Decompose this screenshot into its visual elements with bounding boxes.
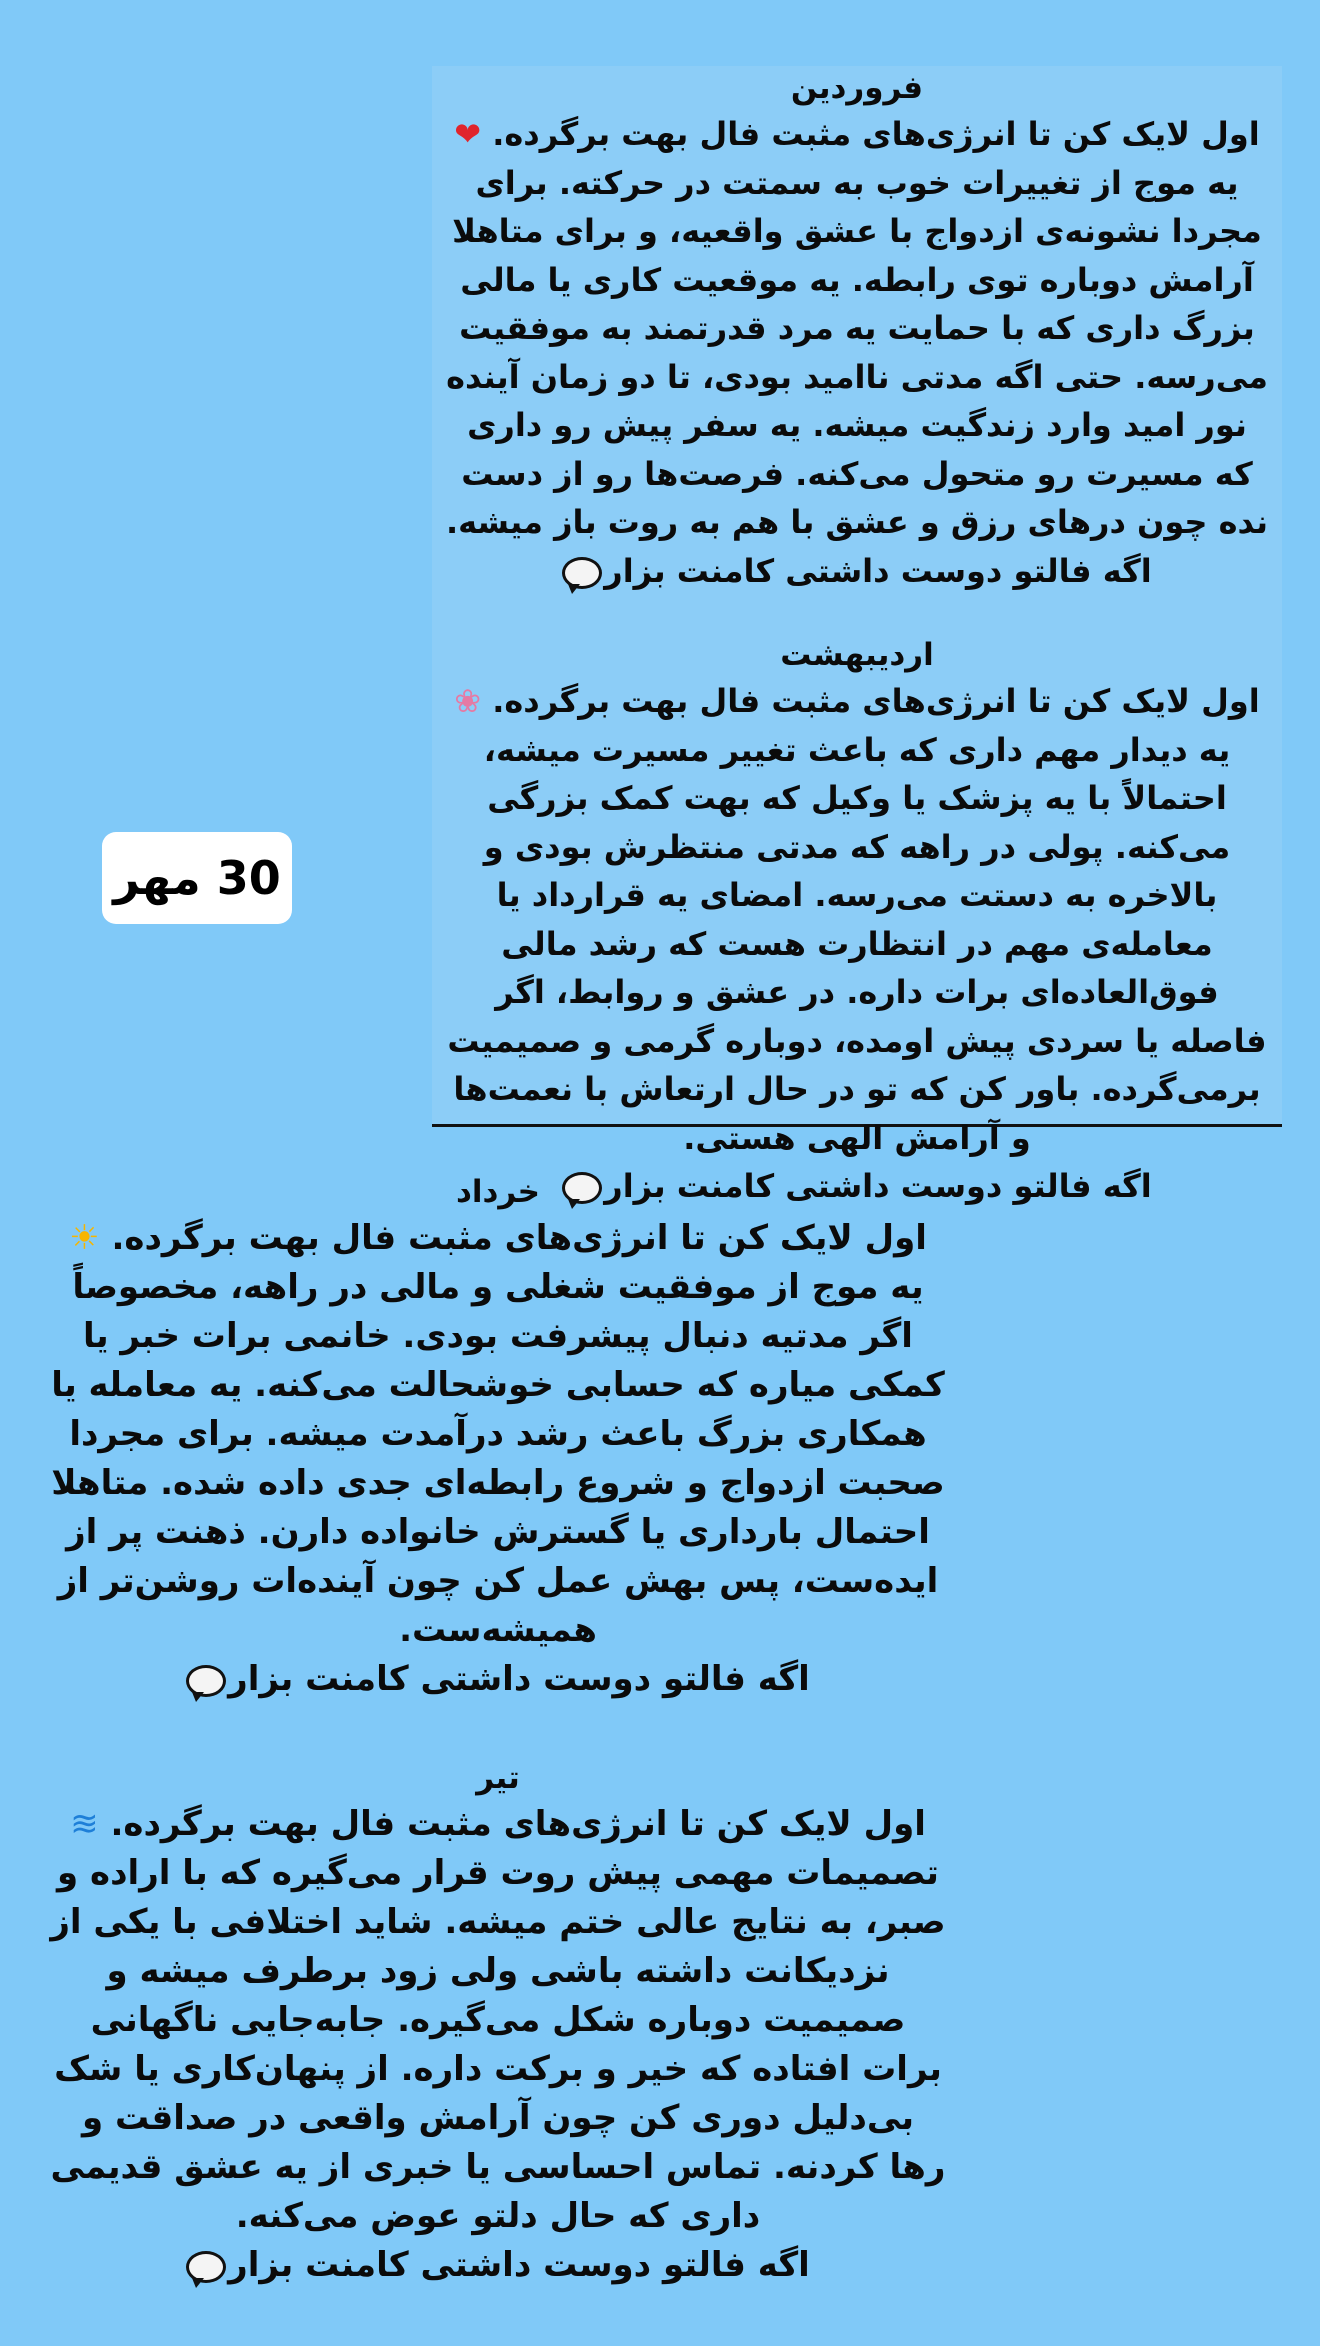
fortune-text: یه موج از موفقیت شغلی و مالی در راهه، مخصوصاً اگر مدتیه دنبال پیشرفت بودی. خانمی برات خبر یا کمکی میاره که حسابی خوشحالت می‌کنه. یه معامله یا همکاری بزرگ باعث رشد درآمدت میشه. برای مجردا صحبت ازدواج و شروع رابطه‌ای جدی داده شده. متاهلا احتمال بارداری یا گسترش خانواده دارن. ذهنت پر از ایده‌ست، پس بهش عمل کن چون آینده‌ات روشن‌تر از همیشه‌ست.	[51, 1267, 945, 1650]
intro-text: اول لایک کن تا انرژی‌های مثبت فال بهت برگرده.	[492, 682, 1260, 720]
month-section-khordad	[38, 1170, 958, 1704]
wave-icon: ≋	[70, 1804, 99, 1844]
month-text	[50, 1214, 946, 1655]
intro-text: اول لایک کن تا انرژی‌های مثبت فال بهت برگرده.	[111, 1218, 927, 1258]
month-title: تیر	[476, 1760, 520, 1796]
sun-icon: ☀	[69, 1218, 100, 1258]
comment-cta: اگه فالتو دوست داشتی کامنت بزار	[444, 1162, 1270, 1211]
month-text	[444, 677, 1270, 1162]
month-section-tir	[38, 1756, 958, 2290]
comment-cta: اگه فالتو دوست داشتی کامنت بزار	[50, 1655, 946, 1704]
heart-icon: ❤	[454, 115, 482, 153]
month-title: خرداد	[455, 1174, 541, 1210]
fortune-panel-bottom	[38, 1170, 958, 2285]
fortune-text: تصمیمات مهمی پیش روت قرار می‌گیره که با اراده و صبر، به نتایج عالی ختم میشه. شاید اختلافی با یکی از نزدیکانت داشته باشی ولی زود برطرف میشه و صمیمیت دوباره شکل می‌گیره. جابه‌جایی ناگهانی برات افتاده که خیر و برکت داره. از پنهان‌کاری یا شک بی‌دلیل دوری کن چون آرامش واقعی در صداقت و رها کردنه. تماس احساسی یا خبری از یه عشق قدیمی داری که حال دلتو عوض می‌کنه.	[50, 1853, 946, 2236]
month-text	[50, 1800, 946, 2241]
fortune-text: یه موج از تغییرات خوب به سمتت در حرکته. برای مجردا نشونه‌ی ازدواج با عشق واقعیه، و برای متاهلا آرامش دوباره توی رابطه. یه موقعیت کاری یا مالی بزرگ داری که با حمایت یه مرد قدرتمند به موفقیت می‌رسه. حتی اگه مدتی ناامید بودی، تا دو زمان آینده نور امید وارد زندگیت میشه. یه سفر پیش رو داری که مسیرت رو متحول می‌کنه. فرصت‌ها رو از دست نده چون درهای رزق و عشق با هم به روت باز میشه.	[445, 163, 1268, 541]
intro-text: اول لایک کن تا انرژی‌های مثبت فال بهت برگرده.	[110, 1804, 926, 1844]
speech-bubble-icon	[562, 557, 602, 589]
fortune-text: یه دیدار مهم داری که باعث تغییر مسیرت میشه، احتمالاً با یه پزشک یا وکیل که بهت کمک بزرگی می‌کنه. پولی در راهه که مدتی منتظرش بودی و بالاخره به دستت می‌رسه. امضای یه قرارداد یا معامله‌ی مهم در انتظارت هست که رشد مالی فوق‌العاده‌ای برات داره. در عشق و روابط، اگر فاصله یا سردی پیش اومده، دوباره گرمی و صمیمیت برمی‌گرده. باور کن که تو در حال ارتعاش با نعمت‌ها و آرامش الهی هستی.	[447, 730, 1267, 1157]
speech-bubble-icon	[186, 2251, 226, 2283]
month-title: فروردین	[790, 70, 924, 106]
tulip-icon: ❀	[454, 682, 482, 720]
month-section-ordibehesht	[432, 633, 1282, 1211]
month-section-farvardin	[432, 66, 1282, 595]
comment-cta: اگه فالتو دوست داشتی کامنت بزار	[50, 2241, 946, 2290]
speech-bubble-icon	[186, 1665, 226, 1697]
date-badge: 30 مهر	[102, 832, 292, 924]
comment-cta: اگه فالتو دوست داشتی کامنت بزار	[444, 547, 1270, 596]
month-title: اردیبهشت	[780, 637, 934, 673]
intro-text: اول لایک کن تا انرژی‌های مثبت فال بهت برگرده.	[492, 115, 1260, 153]
month-text	[444, 110, 1270, 547]
